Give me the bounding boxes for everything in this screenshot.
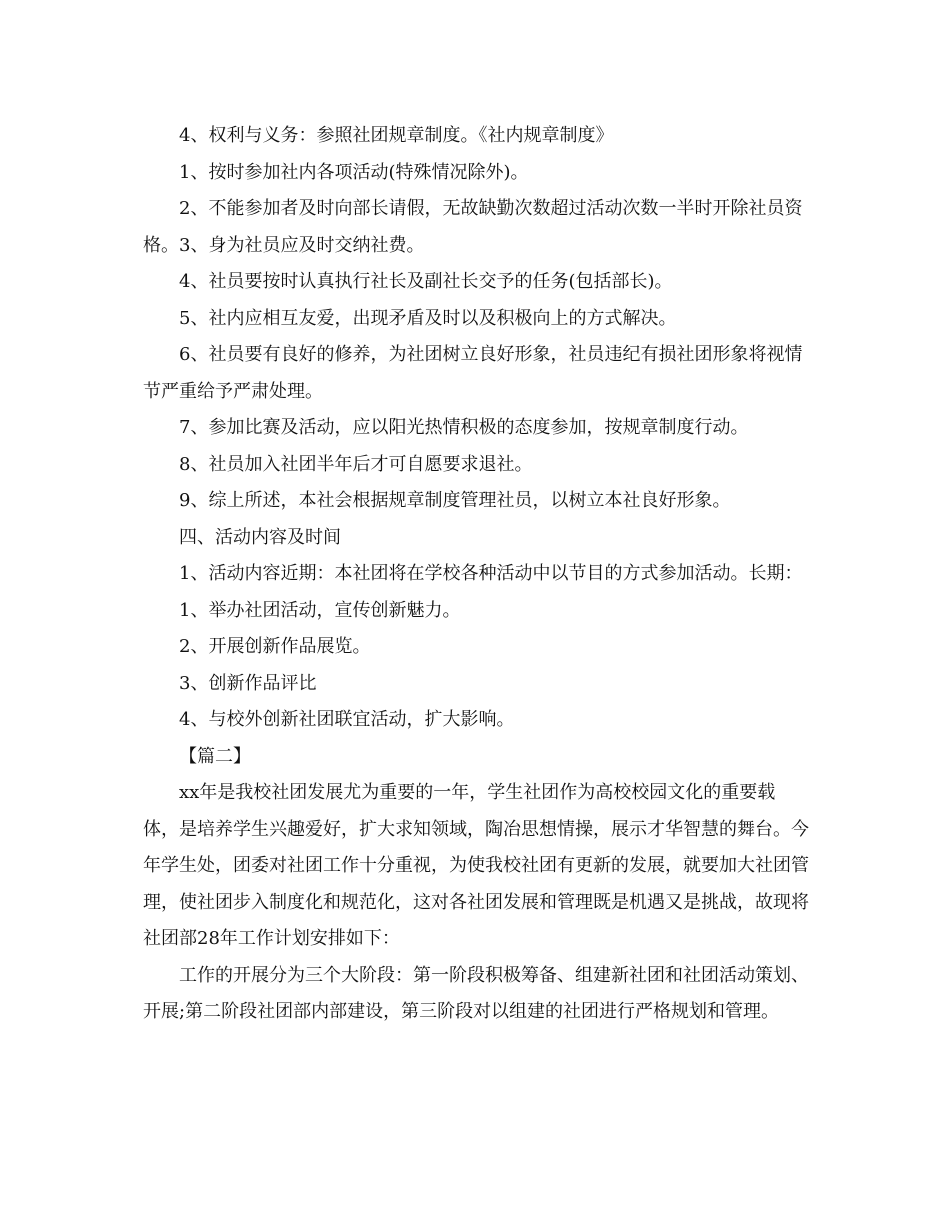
section-heading-activities: 四、活动内容及时间 [179,526,341,548]
paragraph-activity-3: 3、创新作品评比 [179,672,317,694]
paragraph-rule-6: 6、社员要有良好的修养，为社团树立良好形象，社员违纪有损社团形象将视情节严重给予严肃处理。 [143,344,803,402]
paragraph-rule-2-3: 2、不能参加者及时向部长请假，无故缺勤次数超过活动次数一半时开除社员资格。3、身为社员应及时交纳社费。 [143,198,803,256]
paragraph-rule-7: 7、参加比赛及活动，应以阳光热情积极的态度参加，按规章制度行动。 [179,417,749,438]
paragraph-rule-4: 4、社员要按时认真执行社长及副社长交予的任务(包括部长)。 [179,271,673,292]
paragraph-rule-1: 1、按时参加社内各项活动(特殊情况除外)。 [179,161,529,183]
paragraph-intro-part-two: xx年是我校社团发展尤为重要的一年，学生社团作为高校校园文化的重要载体，是培养学生兴趣爱好，扩大求知领域，陶冶思想情操，展示才华智慧的舞台。今年学生处，团委对社团工作十分重视，为使我校社团有更新的发展，就要加大社团管理，使社团步入制度化和规范化，这对各社团发展和管理既是机遇又是挑战，故现将社团部28年工作计划安排如下： [143,782,809,949]
paragraph-activity-1: 1、举办社团活动，宣传创新魅力。 [179,599,461,621]
section-heading-part-two: 【篇二】 [179,745,251,767]
paragraph-activity-4: 4、与校外创新社团联宜活动，扩大影响。 [179,709,515,730]
paragraph-activity-content: 1、活动内容近期：本社团将在学校各种活动中以节目的方式参加活动。长期： [179,563,803,584]
paragraph-rights-duties: 4、权利与义务：参照社团规章制度。《社内规章制度》 [179,125,614,146]
paragraph-activity-2: 2、开展创新作品展览。 [179,636,371,657]
paragraph-rule-8: 8、社员加入社团半年后才可自愿要求退社。 [179,453,533,475]
paragraph-rule-5: 5、社内应相互友爱，出现矛盾及时以及积极向上的方式解决。 [179,307,677,329]
paragraph-rule-9: 9、综上所述，本社会根据规章制度管理社员，以树立本社良好形象。 [179,490,731,511]
document-body [143,118,810,1031]
paragraph-work-stages: 工作的开展分为三个大阶段：第一阶段积极筹备、组建新社团和社团活动策划、开展;第二阶段社团部内部建设，第三阶段对以组建的社团进行严格规划和管理。 [143,964,809,1022]
